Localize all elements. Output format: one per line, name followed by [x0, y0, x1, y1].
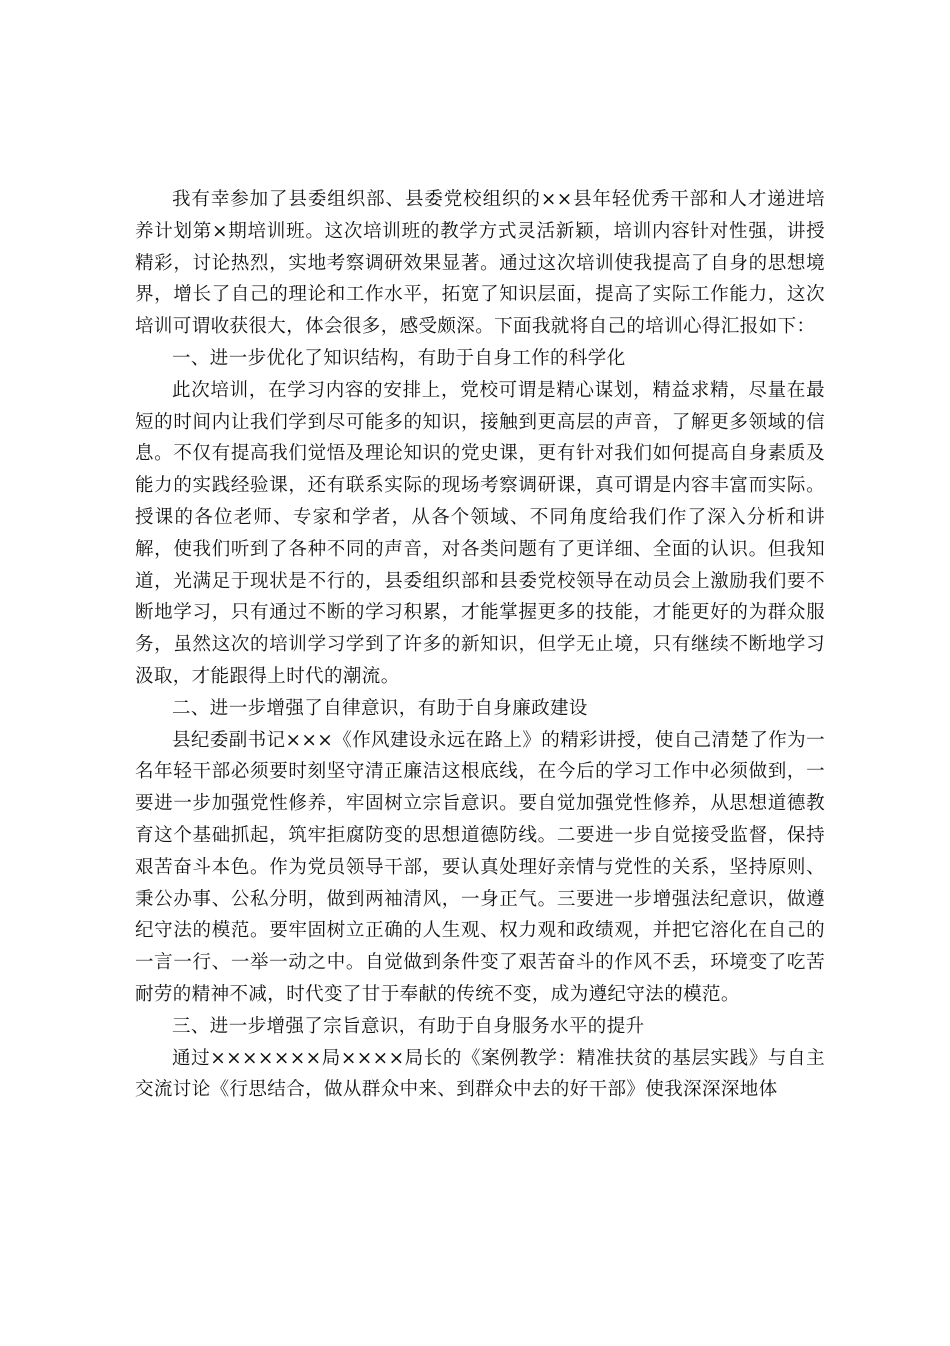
intro-paragraph: 我有幸参加了县委组织部、县委党校组织的××县年轻优秀干部和人才递进培养计划第×期培训班。这次培训班的教学方式灵活新颖，培训内容针对性强，讲授精彩，讨论热烈，实地考察调研效果显著。通过这次培训使我提高了自身的思想境界，增长了自己的理论和工作水平，拓宽了知识层面，提高了实际工作能力，这次培训可谓收获很大，体会很多，感受颇深。下面我就将自己的培训心得汇报如下： [135, 189, 825, 338]
section-heading-3: 三、进一步增强了宗旨意识，有助于自身服务水平的提升 [172, 1015, 645, 1037]
section-heading-2: 二、进一步增强了自律意识，有助于自身廉政建设 [172, 697, 588, 719]
section-1-paragraph: 此次培训，在学习内容的安排上，党校可谓是精心谋划，精益求精，尽量在最短的时间内让我们学到尽可能多的知识，接触到更高层的声音，了解更多领域的信息。不仅有提高我们觉悟及理论知识的党史课，更有针对我们如何提高自身素质及能力的实践经验课，还有联系实际的现场考察调研课，真可谓是内容丰富而实际。授课的各位老师、专家和学者，从各个领域、不同角度给我们作了深入分析和讲解，使我们听到了各种不同的声音，对各类问题有了更详细、全面的认识。但我知道，光满足于现状是不行的，县委组织部和县委党校领导在动员会上激励我们要不断地学习，只有通过不断的学习积累，才能掌握更多的技能，才能更好的为群众服务，虽然这次的培训学习学到了许多的新知识，但学无止境，只有继续不断地学习汲取，才能跟得上时代的潮流。 [135, 379, 825, 687]
section-2-paragraph: 县纪委副书记×××《作风建设永远在路上》的精彩讲授，使自己清楚了作为一名年轻干部必须要时刻坚守清正廉洁这根底线，在今后的学习工作中必须做到，一要进一步加强党性修养，牢固树立宗旨意识。要自觉加强党性修养，从思想道德教育这个基础抓起，筑牢拒腐防变的思想道德防线。二要进一步自觉接受监督，保持艰苦奋斗本色。作为党员领导干部，要认真处理好亲情与党性的关系，坚持原则、秉公办事、公私分明，做到两袖清风，一身正气。三要进一步增强法纪意识，做遵纪守法的模范。要牢固树立正确的人生观、权力观和政绩观，并把它溶化在自己的一言一行、一举一动之中。自觉做到条件变了艰苦奋斗的作风不丢，环境变了吃苦耐劳的精神不减，时代变了甘于奉献的传统不变，成为遵纪守法的模范。 [135, 729, 825, 1005]
document-body [135, 184, 825, 1106]
section-heading-1: 一、进一步优化了知识结构，有助于自身工作的科学化 [172, 347, 626, 369]
section-3-paragraph: 通过×××××××局××××局长的《案例教学：精准扶贫的基层实践》与自主交流讨论《行思结合，做从群众中来、到群众中去的好干部》使我深深深地体 [135, 1047, 825, 1101]
